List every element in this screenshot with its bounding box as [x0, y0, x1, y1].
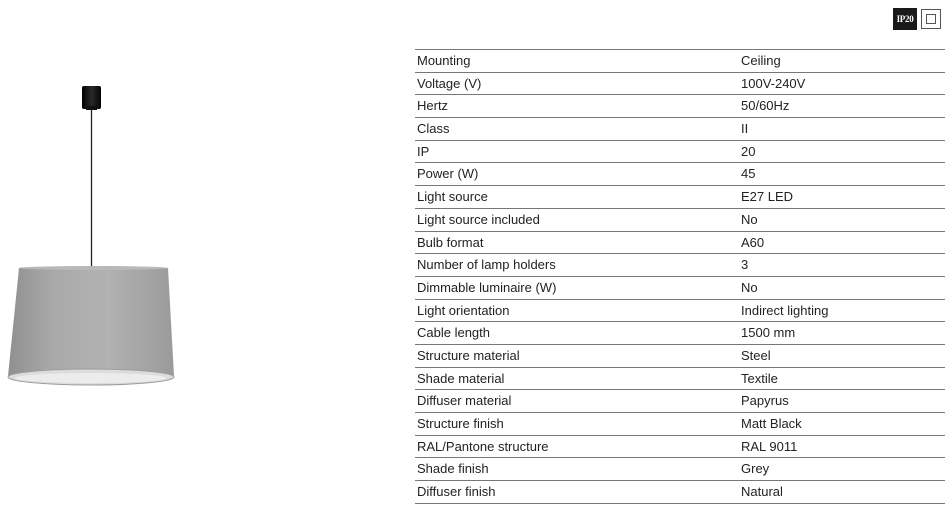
spec-value: 1500 mm — [741, 325, 796, 341]
spec-label: Structure material — [417, 347, 520, 363]
spec-label: Bulb format — [417, 234, 484, 250]
spec-value: Steel — [741, 347, 771, 363]
spec-value: Ceiling — [741, 53, 781, 68]
spec-row — [415, 163, 945, 186]
spec-label: Structure finish — [417, 416, 504, 431]
spec-value: A60 — [741, 234, 765, 250]
spec-label: Shade finish — [417, 461, 489, 477]
ip20-badge: IP20 — [893, 8, 917, 30]
spec-value: Papyrus — [741, 393, 789, 409]
spec-label: IP — [417, 143, 430, 159]
spec-value: 100V-240V — [741, 75, 806, 91]
ceiling-canopy — [82, 86, 101, 109]
spec-label: Light orientation — [417, 302, 510, 318]
spec-label: Class — [417, 121, 450, 137]
spec-row — [415, 481, 945, 504]
spec-label: Light source included — [417, 211, 540, 227]
spec-label: Power (W) — [417, 166, 479, 182]
spec-label: Diffuser finish — [417, 484, 496, 500]
spec-row — [415, 300, 945, 323]
spec-row — [415, 50, 945, 73]
spec-row — [415, 322, 945, 345]
spec-value: 45 — [741, 166, 756, 182]
spec-label: Voltage (V) — [417, 75, 482, 91]
spec-row — [415, 390, 945, 413]
certification-badges — [893, 8, 941, 30]
spec-value: Natural — [741, 484, 783, 500]
spec-value: RAL 9011 — [741, 438, 798, 454]
spec-row — [415, 118, 945, 141]
spec-row — [415, 73, 945, 96]
spec-row — [415, 232, 945, 255]
spec-row — [415, 95, 945, 118]
spec-value: No — [741, 279, 758, 295]
spec-label: RAL/Pantone structure — [417, 438, 549, 454]
spec-label: Dimmable luminaire (W) — [417, 279, 557, 295]
spec-row — [415, 141, 945, 164]
pendant-lamp-image — [0, 0, 200, 505]
spec-row — [415, 277, 945, 300]
spec-row — [415, 186, 945, 209]
lamp-shade — [8, 268, 174, 382]
spec-label: Shade material — [417, 370, 505, 386]
spec-value: 20 — [741, 143, 756, 159]
spec-row — [415, 368, 945, 391]
spec-label: Diffuser material — [417, 393, 512, 409]
spec-row — [415, 413, 945, 436]
spec-value: II — [741, 121, 749, 137]
spec-row — [415, 458, 945, 481]
spec-row — [415, 209, 945, 232]
spec-label: Mounting — [417, 53, 471, 68]
spec-value: Textile — [741, 370, 778, 386]
spec-value: Matt Black — [741, 416, 802, 431]
spec-value: 50/60Hz — [741, 98, 790, 114]
spec-label: Number of lamp holders — [417, 257, 556, 273]
spec-value: Grey — [741, 461, 770, 477]
spec-value: Indirect lighting — [741, 302, 829, 318]
spec-value: No — [741, 211, 758, 227]
class-ii-icon — [921, 9, 941, 29]
spec-table — [415, 49, 945, 504]
spec-row — [415, 345, 945, 368]
spec-value: 3 — [741, 257, 749, 273]
spec-row — [415, 436, 945, 459]
spec-label: Light source — [417, 189, 488, 205]
spec-label: Hertz — [417, 98, 449, 114]
spec-value: E27 LED — [741, 189, 794, 205]
spec-row — [415, 254, 945, 277]
spec-label: Cable length — [417, 325, 490, 341]
